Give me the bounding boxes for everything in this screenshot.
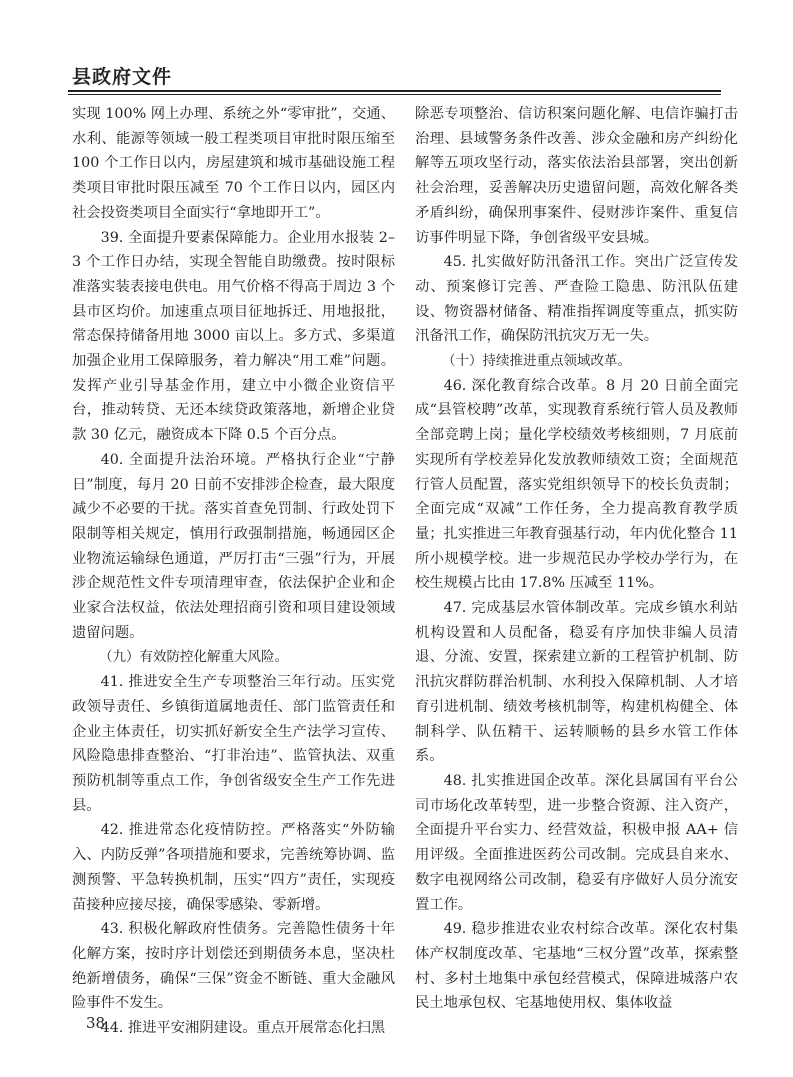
paragraph: 40. 全面提升法治环境。严格执行企业“宁静日”制度，每月 20 日前不安排涉企检查，最大限度减少不必要的干扰。落实首查免罚制、行政处罚下限制等相关规定，慎用行政强制措施，畅通园区企业物流运输绿色通道，严厉打击“三强”行为，开展涉企规范性文件专项清理审查，依法保护企业和企业家合法权益，依法处理招商引资和项目建设领域遗留问题。	[72, 451, 395, 641]
document-header-title: 县政府文件	[72, 66, 173, 88]
paragraph: 44. 推进平安湘阴建设。重点开展常态化扫黑	[100, 1020, 386, 1037]
section-subheading: （九）有效防控化解重大风险。	[99, 649, 288, 666]
right-text-column	[415, 102, 738, 1016]
paragraph: 43. 积极化解政府性债务。完善隐性债务十年化解方案，按时序计划偿还到期债务本息，坚决杜绝新增债务，确保“三保”资金不断链、重大金融风险事件不发生。	[72, 921, 395, 1012]
paragraph: 45. 扎实做好防汛备汛工作。突出广泛宣传发动、预案修订完善、严查险工隐患、防汛队伍建设、物资器材储备、精准指挥调度等重点，抓实防汛备汛工作，确保防汛抗灾万无一失。	[415, 254, 738, 345]
left-text-column	[72, 102, 395, 1041]
paragraph: 48. 扎实推进国企改革。深化县属国有平台公司市场化改革转型，进一步整合资源、注入资产，全面提升平台实力、经营效益，积极申报 AA+ 信用评级。全面推进医药公司改制。完成县自来水、数字电视网络公司改制，稳妥有序做好人员分流安置工作。	[415, 772, 738, 913]
paragraph: 49. 稳步推进农业农村综合改革。深化农村集体产权制度改革、宅基地“三权分置”改革，探索整村、多村土地集中承包经营模式，保障进城落户农民土地承包权、宅基地使用权、集体收益	[415, 921, 738, 1012]
header-rule-thick	[68, 90, 721, 92]
header-rule-thin	[68, 94, 721, 95]
paragraph: 47. 完成基层水管体制改革。完成乡镇水利站机构设置和人员配备，稳妥有序加快非编人员清退、分流、安置，探索建立新的工程管护机制、防汛抗灾群防群治机制、水利投入保障机制、人才培育引进机制、绩效考核机制等，构建机构健全、体制科学、队伍精干、运转顺畅的县乡水管工作体系。	[415, 600, 738, 765]
paragraph: 42. 推进常态化疫情防控。严格落实“外防输入、内防反弹”各项措施和要求，完善统筹协调、监测预警、平急转换机制，压实“四方”责任，实现疫苗接种应接尽接，确保零感染、零新增。	[72, 822, 395, 913]
paragraph: 39. 全面提升要素保障能力。企业用水报装 2–3 个工作日办结，实现全智能自助缴费。按时限标准落实装表接电供电。用气价格不得高于周边 3 个县市区均价。加速重点项目征地拆迁、用地报批，常态保持储备用地 3000 亩以上。多方式、多渠道加强企业用工保障服务，着力解决“用工难”问题。发挥产业引导基金作用，建立中小微企业资信平台，推动转贷、无还本续贷政策落地，新增企业贷款 30 亿元，融资成本下降 0.5 个百分点。	[72, 229, 395, 444]
page-number: 38	[86, 1014, 106, 1032]
paragraph: 46. 深化教育综合改革。8 月 20 日前全面完成“县管校聘”改革，实现教育系统行管人员及教师全部竞聘上岗；量化学校绩效考核细则，7 月底前实现所有学校差异化发放教师绩效工资；全面规范行管人员配置，落实党组织领导下的校长负责制；全面完成“双减”工作任务，全力提高教育教学质量；扎实推进三年教育强基行动，年内优化整合 11 所小规模学校。进一步规范民办学校办学行为，在校生规模占比由 17.8% 压减至 11%。	[415, 377, 738, 592]
paragraph: 41. 推进安全生产专项整治三年行动。压实党政领导责任、乡镇街道属地责任、部门监管责任和企业主体责任，切实抓好新安全生产法学习宣传、风险隐患排查整治、“打非治违”、监管执法、双重预防机制等重点工作，争创省级安全生产工作先进县。	[72, 674, 395, 814]
section-subheading: （十）持续推进重点领域改革。	[442, 353, 631, 370]
paragraph-continuation: 实现 100% 网上办理、系统之外“零审批”，交通、水利、能源等领域一般工程类项目审批时限压缩至 100 个工作日以内，房屋建筑和城市基础设施工程类项目审批时限压减至 70 个工作日以内，园区内社会投资类项目全面实行“拿地即开工”。	[72, 106, 395, 221]
paragraph-continuation: 除恶专项整治、信访积案问题化解、电信诈骗打击治理、县域警务条件改善、涉众金融和房产纠纷化解等五项攻坚行动，落实依法治县部署，突出创新社会治理，妥善解决历史遗留问题，高效化解各类矛盾纠纷，确保刑事案件、侵财涉诈案件、重复信访事件明显下降，争创省级平安县城。	[415, 106, 738, 246]
